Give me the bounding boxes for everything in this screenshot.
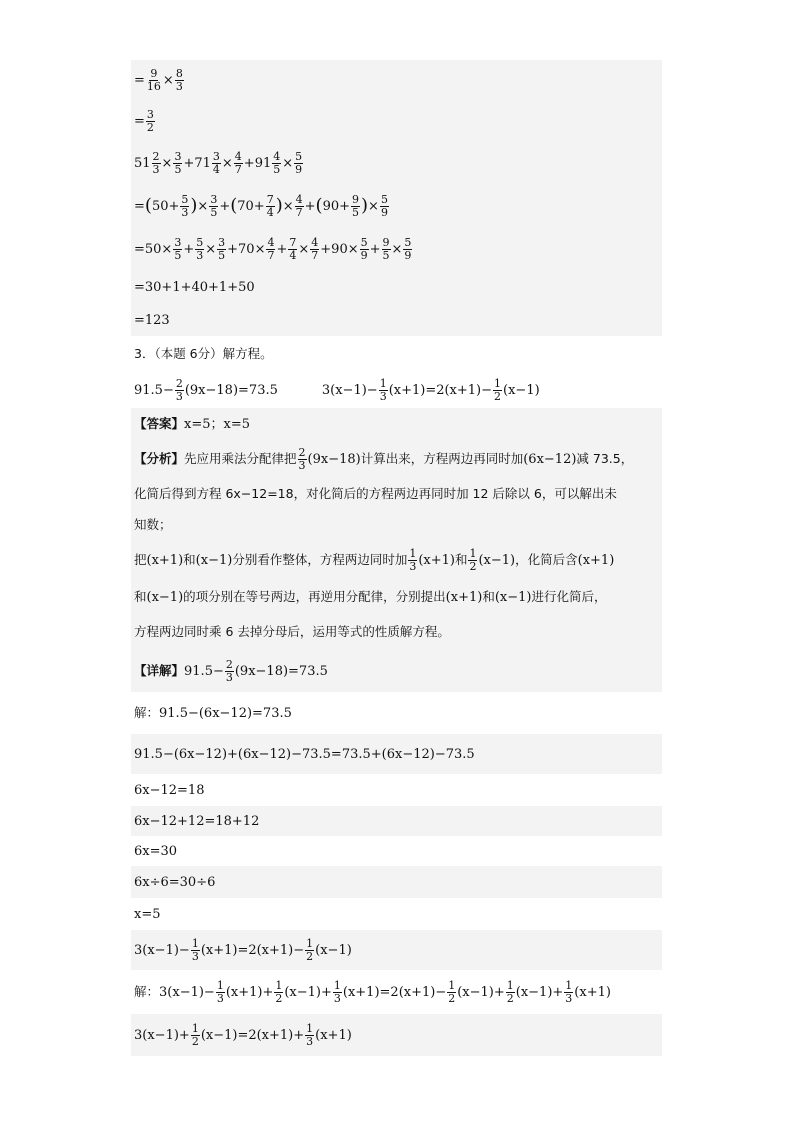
term: 91.5− bbox=[134, 382, 174, 398]
fraction bbox=[212, 151, 221, 175]
solution-block bbox=[131, 408, 662, 1056]
term: (x−1) bbox=[146, 589, 184, 605]
plus: + bbox=[304, 198, 316, 214]
denominator: 2 bbox=[306, 949, 314, 963]
numerator: 1 bbox=[506, 978, 514, 992]
detail-line-5 bbox=[131, 836, 662, 866]
calculation-block bbox=[131, 60, 662, 336]
denominator: 5 bbox=[382, 248, 390, 262]
denominator: 2 bbox=[146, 120, 154, 134]
numerator: 4 bbox=[295, 192, 303, 206]
term: (9x−18)=73.5 bbox=[184, 382, 278, 398]
numerator: 1 bbox=[565, 978, 573, 992]
fraction bbox=[234, 151, 243, 175]
op: × bbox=[391, 241, 403, 257]
denominator: 7 bbox=[267, 248, 275, 262]
denominator: 3 bbox=[196, 248, 204, 262]
term: (x+1) bbox=[574, 984, 611, 1000]
fraction bbox=[216, 980, 225, 1004]
times: × bbox=[221, 155, 233, 171]
term: (x−1)+ bbox=[457, 984, 505, 1000]
calc-line-4 bbox=[131, 184, 662, 228]
paren: ( bbox=[144, 195, 152, 216]
term: (x−1)+ bbox=[284, 984, 332, 1000]
paren: ( bbox=[315, 195, 323, 216]
paren: ) bbox=[275, 195, 283, 216]
analysis-text: 知数； bbox=[134, 516, 172, 532]
whole: 51 bbox=[134, 155, 151, 171]
detail-line-10 bbox=[131, 1014, 662, 1056]
fraction bbox=[403, 237, 412, 261]
fraction bbox=[298, 447, 307, 471]
denominator: 7 bbox=[234, 162, 242, 176]
term: 70+ bbox=[237, 198, 265, 214]
eq-sign: = bbox=[134, 72, 145, 88]
fraction bbox=[295, 194, 304, 218]
analysis-text: 分别看作整体，方程两边同时加 bbox=[232, 551, 408, 567]
step-text: x=5 bbox=[134, 906, 161, 922]
term: (x−1) bbox=[315, 942, 352, 958]
denominator: 5 bbox=[273, 162, 281, 176]
numerator: 2 bbox=[225, 657, 233, 671]
calc-line-3 bbox=[131, 142, 662, 184]
fraction bbox=[173, 237, 182, 261]
term: (x+1) bbox=[577, 552, 615, 568]
numerator: 3 bbox=[174, 149, 182, 163]
term: (x+1) bbox=[315, 1027, 352, 1043]
numerator: 1 bbox=[191, 1021, 199, 1035]
detail-heading bbox=[131, 650, 662, 692]
solve-label: 解： bbox=[134, 983, 160, 999]
denominator: 9 bbox=[360, 248, 368, 262]
analysis-text: ，化简后含 bbox=[515, 551, 578, 567]
fraction bbox=[173, 151, 182, 175]
calc-line-6 bbox=[131, 270, 662, 304]
numerator: 5 bbox=[295, 149, 303, 163]
denominator: 2 bbox=[191, 1034, 199, 1048]
step-text: 6x=30 bbox=[134, 843, 178, 859]
paren: ( bbox=[230, 195, 238, 216]
denominator: 2 bbox=[506, 991, 514, 1005]
solve-label: 解： bbox=[134, 704, 160, 720]
denominator: 3 bbox=[225, 670, 233, 684]
numerator: 3 bbox=[210, 192, 218, 206]
fraction bbox=[274, 980, 283, 1004]
denominator: 3 bbox=[175, 389, 183, 403]
denominator: 5 bbox=[352, 205, 359, 219]
numerator: 3 bbox=[212, 149, 220, 163]
denominator: 3 bbox=[175, 79, 183, 93]
answer-text: x=5；x=5 bbox=[184, 416, 251, 432]
fraction bbox=[288, 237, 297, 261]
analysis-text: 和 bbox=[482, 588, 495, 604]
numerator: 9 bbox=[382, 235, 390, 249]
numerator: 8 bbox=[175, 66, 183, 80]
term: (9x−18)=73.5 bbox=[234, 663, 328, 679]
detail-line-7 bbox=[131, 898, 662, 930]
fraction bbox=[266, 237, 275, 261]
fraction bbox=[493, 378, 502, 402]
step-text: 91.5−(6x−12)=73.5 bbox=[159, 705, 292, 721]
analysis-text: 进行化简后， bbox=[531, 588, 607, 604]
numerator: 3 bbox=[218, 235, 226, 249]
term: 3(x−1)− bbox=[134, 942, 190, 958]
term: (x+1)=2(x+1)− bbox=[388, 382, 493, 398]
op: × bbox=[298, 241, 310, 257]
fraction bbox=[468, 548, 477, 572]
plus: + bbox=[219, 198, 231, 214]
fraction bbox=[564, 980, 573, 1004]
question-equations bbox=[131, 372, 662, 408]
term: (x+1) bbox=[418, 552, 455, 568]
denominator: 5 bbox=[210, 205, 218, 219]
fraction bbox=[146, 68, 162, 92]
fraction bbox=[152, 151, 161, 175]
term: (x+1)=2(x+1)− bbox=[200, 942, 305, 958]
numerator: 1 bbox=[306, 1021, 314, 1035]
denominator: 3 bbox=[298, 458, 306, 472]
op: + bbox=[183, 241, 195, 257]
term: (x+1)+ bbox=[225, 984, 274, 1000]
fraction bbox=[175, 68, 184, 92]
times: × bbox=[368, 198, 379, 214]
fraction bbox=[351, 194, 360, 218]
term: (9x−18) bbox=[307, 451, 361, 467]
paren: ) bbox=[361, 195, 369, 216]
term: (x−1)+ bbox=[515, 984, 564, 1000]
analysis-line-3 bbox=[131, 510, 662, 540]
analysis-text: 计算出来，方程两边再同时加 bbox=[360, 450, 524, 466]
analysis-text: 方程两边同时乘 6 去掉分母后，运用等式的性质解方程。 bbox=[134, 623, 450, 639]
term: (x−1) bbox=[503, 382, 540, 398]
numerator: 2 bbox=[298, 445, 306, 459]
analysis-text: 化简后得到方程 6x−12=18，对化简后的方程两边再同时加 12 后除以 6，可以解出未 bbox=[134, 485, 617, 501]
fraction bbox=[146, 109, 155, 133]
times: × bbox=[282, 155, 294, 171]
op: × bbox=[205, 241, 217, 257]
numerator: 5 bbox=[181, 192, 189, 206]
detail-line-8 bbox=[131, 930, 662, 970]
fraction bbox=[225, 659, 234, 683]
denominator: 3 bbox=[152, 162, 160, 176]
analysis-text: 的项分别在等号两边，再逆用分配律，分别提出 bbox=[183, 588, 446, 604]
numerator: 5 bbox=[360, 235, 368, 249]
denominator: 5 bbox=[174, 248, 182, 262]
analysis-text: 和 bbox=[134, 588, 147, 604]
detail-line-4 bbox=[131, 806, 662, 836]
term: +90× bbox=[320, 241, 359, 257]
calc-text: =30+1+40+1+50 bbox=[134, 279, 255, 295]
numerator: 7 bbox=[289, 235, 297, 249]
term: (6x−12) bbox=[523, 451, 577, 467]
numerator: 1 bbox=[306, 936, 314, 950]
fraction bbox=[180, 194, 189, 218]
denominator: 3 bbox=[191, 949, 199, 963]
analysis-text: 先应用乘法分配律把 bbox=[184, 450, 297, 466]
term: (x+1)=2(x+1)− bbox=[342, 984, 447, 1000]
detail-line-2 bbox=[131, 734, 662, 774]
analysis-text: 和 bbox=[183, 551, 196, 567]
numerator: 1 bbox=[379, 376, 387, 390]
fraction bbox=[447, 980, 456, 1004]
fraction bbox=[305, 938, 314, 962]
denominator: 16 bbox=[146, 79, 161, 93]
numerator: 2 bbox=[175, 376, 183, 390]
numerator: 7 bbox=[266, 192, 274, 206]
numerator: 5 bbox=[404, 235, 412, 249]
step-text: 91.5−(6x−12)+(6x−12)−73.5=73.5+(6x−12)−73.5 bbox=[134, 746, 475, 762]
denominator: 2 bbox=[494, 389, 502, 403]
denominator: 5 bbox=[218, 248, 226, 262]
fraction bbox=[379, 378, 388, 402]
fraction bbox=[191, 1023, 200, 1047]
answer-label: 【答案】 bbox=[134, 415, 185, 431]
fraction bbox=[217, 237, 226, 261]
step-text: 6x÷6=30÷6 bbox=[134, 874, 216, 890]
question-title bbox=[131, 336, 662, 372]
denominator: 3 bbox=[565, 991, 573, 1005]
calc-line-2 bbox=[131, 100, 662, 142]
numerator: 4 bbox=[273, 149, 281, 163]
paren: ) bbox=[190, 195, 198, 216]
numerator: 3 bbox=[174, 235, 182, 249]
numerator: 1 bbox=[275, 978, 283, 992]
numerator: 9 bbox=[352, 192, 359, 206]
analysis-line-4 bbox=[131, 540, 662, 580]
denominator: 3 bbox=[181, 205, 189, 219]
denominator: 9 bbox=[404, 248, 412, 262]
fraction bbox=[266, 194, 275, 218]
denominator: 7 bbox=[295, 205, 303, 219]
term: =50× bbox=[134, 241, 173, 257]
fraction bbox=[272, 151, 281, 175]
analysis-text: 把 bbox=[134, 551, 147, 567]
fraction bbox=[360, 237, 369, 261]
times: × bbox=[282, 198, 294, 214]
answer-line bbox=[131, 408, 662, 440]
denominator: 4 bbox=[289, 248, 297, 262]
analysis-label: 【分析】 bbox=[134, 450, 185, 466]
analysis-text: 减 73.5， bbox=[576, 450, 634, 466]
detail-label: 【详解】 bbox=[134, 662, 185, 678]
eq-sign: = bbox=[134, 113, 145, 129]
fraction bbox=[333, 980, 342, 1004]
analysis-line-5 bbox=[131, 580, 662, 614]
op: + bbox=[276, 241, 288, 257]
term: +71 bbox=[183, 155, 211, 171]
fraction bbox=[191, 938, 200, 962]
numerator: 1 bbox=[191, 936, 199, 950]
calc-line-7 bbox=[131, 304, 662, 336]
fraction bbox=[305, 1023, 314, 1047]
term: 3(x−1)+ bbox=[134, 1027, 190, 1043]
eq-sign: = bbox=[134, 198, 145, 214]
fraction bbox=[175, 378, 184, 402]
numerator: 3 bbox=[146, 107, 154, 121]
term: 50+ bbox=[151, 198, 180, 214]
denominator: 3 bbox=[409, 559, 417, 573]
term: (x−1) bbox=[478, 552, 516, 568]
numerator: 4 bbox=[267, 235, 275, 249]
detail-line-6 bbox=[131, 866, 662, 898]
term: (x+1) bbox=[445, 589, 483, 605]
term: (x−1)=2(x+1)+ bbox=[200, 1027, 305, 1043]
term: (x+1) bbox=[146, 552, 184, 568]
denominator: 9 bbox=[295, 162, 303, 176]
fraction bbox=[380, 194, 389, 218]
calc-text: =123 bbox=[134, 312, 170, 328]
term: 91.5− bbox=[184, 663, 224, 679]
detail-line-1 bbox=[131, 692, 662, 734]
denominator: 4 bbox=[266, 205, 274, 219]
term: +70× bbox=[227, 241, 266, 257]
fraction bbox=[195, 237, 204, 261]
numerator: 1 bbox=[409, 546, 417, 560]
denominator: 2 bbox=[275, 991, 283, 1005]
term: (x−1) bbox=[494, 589, 532, 605]
question-text: 3．（本题 6分）解方程。 bbox=[134, 345, 273, 361]
fraction bbox=[294, 151, 303, 175]
calc-line-1 bbox=[131, 60, 662, 100]
fraction bbox=[408, 548, 417, 572]
numerator: 1 bbox=[333, 978, 341, 992]
term: 3(x−1)− bbox=[159, 984, 215, 1000]
numerator: 1 bbox=[494, 376, 502, 390]
document-page bbox=[131, 60, 662, 1056]
term: 3(x−1)− bbox=[321, 382, 378, 398]
times: × bbox=[161, 155, 173, 171]
term: (x−1) bbox=[195, 552, 233, 568]
denominator: 3 bbox=[333, 991, 341, 1005]
analysis-line-2 bbox=[131, 478, 662, 510]
denominator: 2 bbox=[448, 991, 456, 1005]
denominator: 7 bbox=[311, 248, 319, 262]
op: + bbox=[369, 241, 381, 257]
fraction bbox=[310, 237, 319, 261]
numerator: 4 bbox=[311, 235, 319, 249]
analysis-line-1 bbox=[131, 440, 662, 478]
numerator: 1 bbox=[448, 978, 456, 992]
denominator: 5 bbox=[174, 162, 182, 176]
denominator: 3 bbox=[216, 991, 224, 1005]
detail-line-9 bbox=[131, 970, 662, 1014]
fraction bbox=[506, 980, 515, 1004]
denominator: 9 bbox=[380, 205, 388, 219]
denominator: 3 bbox=[306, 1034, 314, 1048]
step-text: 6x−12=18 bbox=[134, 782, 205, 798]
term: 90+ bbox=[322, 198, 350, 214]
numerator: 5 bbox=[380, 192, 388, 206]
numerator: 1 bbox=[469, 546, 477, 560]
numerator: 4 bbox=[234, 149, 242, 163]
times: × bbox=[162, 72, 174, 88]
term: +91 bbox=[243, 155, 272, 171]
fraction bbox=[382, 237, 391, 261]
analysis-text: 和 bbox=[454, 551, 468, 567]
detail-line-3 bbox=[131, 774, 662, 806]
fraction bbox=[209, 194, 218, 218]
denominator: 3 bbox=[379, 389, 387, 403]
numerator: 2 bbox=[152, 149, 160, 163]
calc-line-5 bbox=[131, 228, 662, 270]
denominator: 4 bbox=[212, 162, 220, 176]
analysis-line-6 bbox=[131, 614, 662, 650]
step-text: 6x−12+12=18+12 bbox=[134, 813, 260, 829]
numerator: 5 bbox=[196, 235, 204, 249]
numerator: 9 bbox=[150, 66, 158, 80]
numerator: 1 bbox=[216, 978, 224, 992]
times: × bbox=[197, 198, 209, 214]
denominator: 2 bbox=[469, 559, 477, 573]
